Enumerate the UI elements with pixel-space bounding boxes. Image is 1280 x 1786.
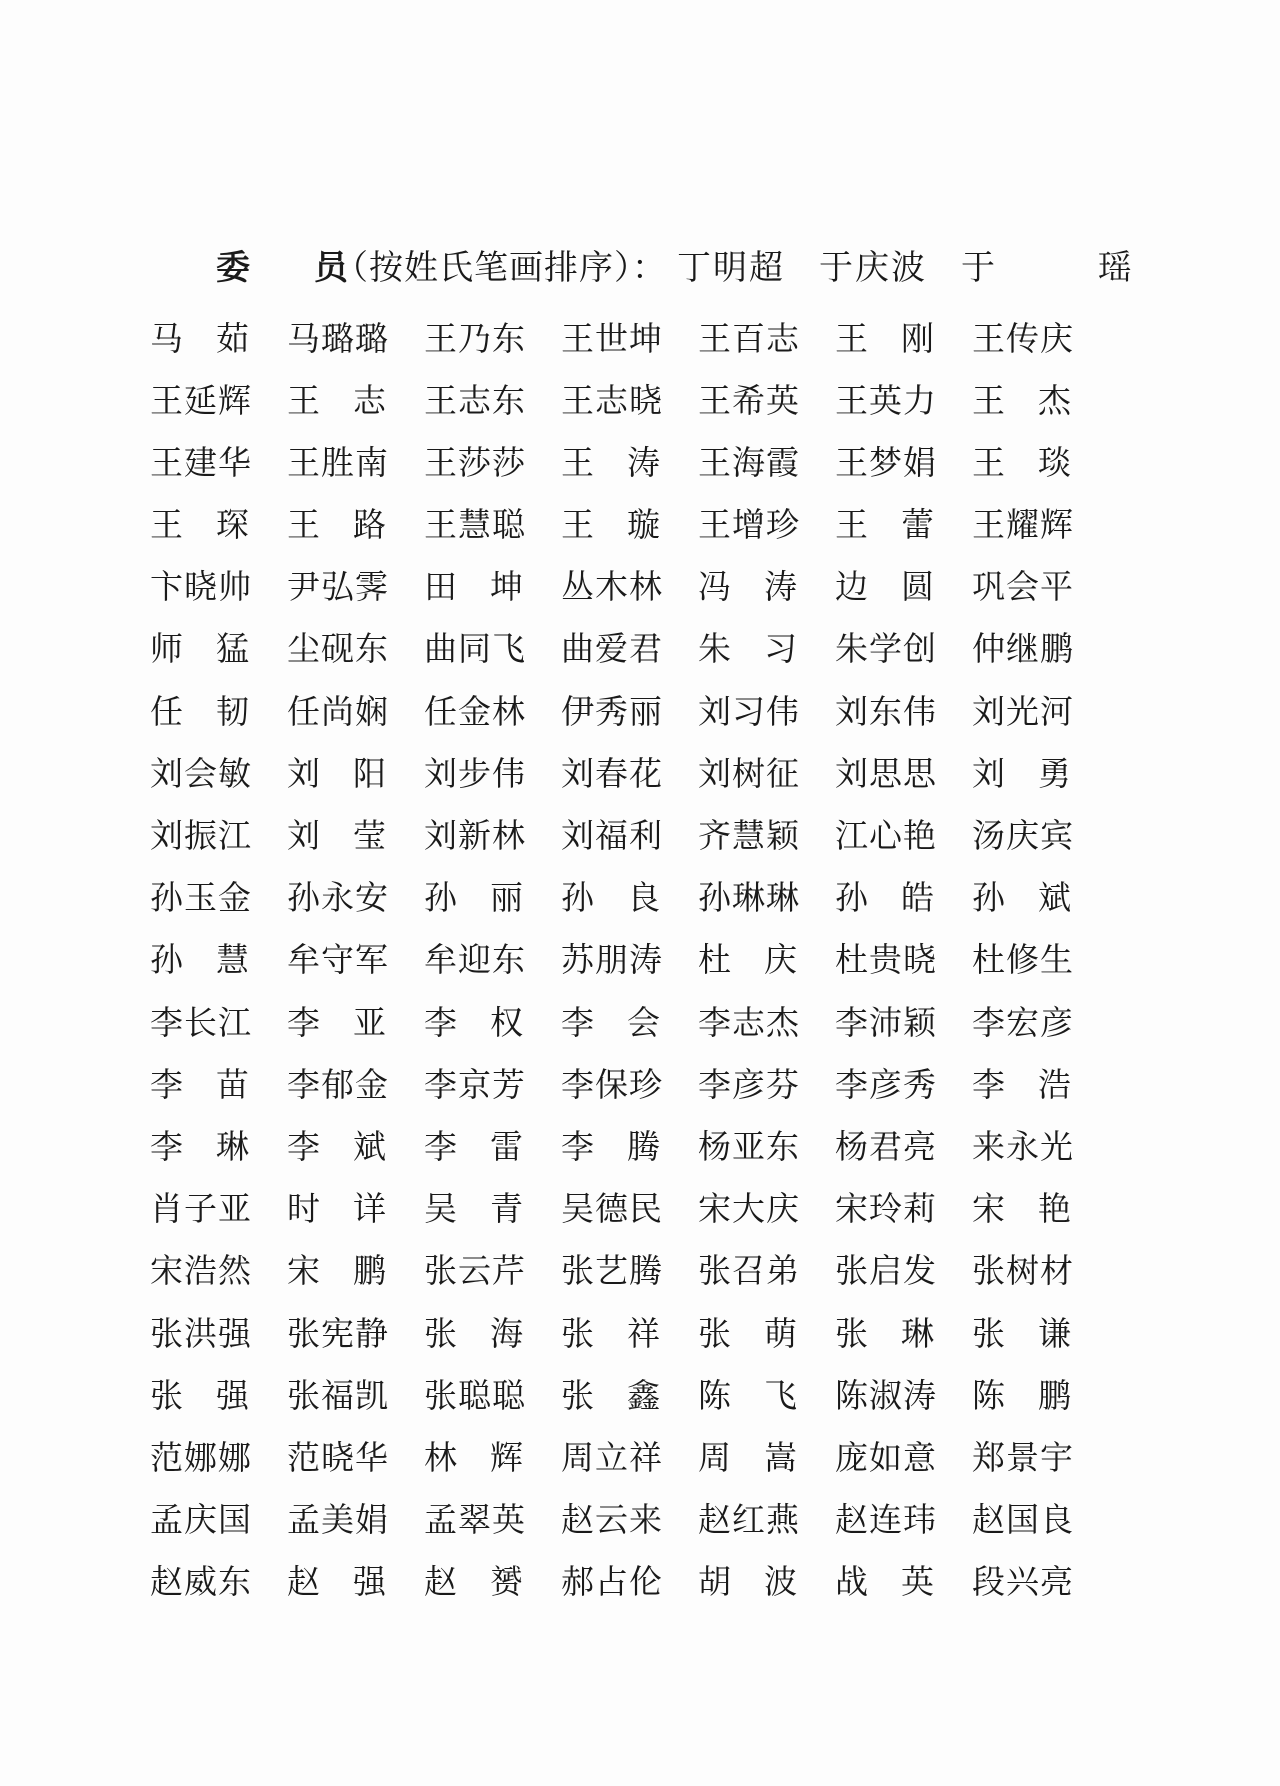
member-name: 张 海 — [424, 1313, 524, 1353]
member-name: 张 召 弟 — [698, 1251, 800, 1291]
member-name: 杜 庆 — [698, 940, 798, 980]
member-name: 师 猛 — [150, 629, 250, 669]
member-name: 李 会 — [561, 1002, 661, 1042]
member-name: 王 希 英 — [698, 380, 800, 420]
member-name: 边 圆 — [835, 567, 935, 607]
member-name: 王 杰 — [972, 380, 1072, 420]
member-name: 李 保 珍 — [561, 1064, 663, 1104]
member-name: 周 立 祥 — [561, 1437, 663, 1477]
member-name: 李 沛 颖 — [835, 1002, 937, 1042]
member-name: 王 乃 东 — [424, 318, 526, 358]
member-name: 李 权 — [424, 1002, 524, 1042]
member-name: 张 云 芹 — [424, 1251, 526, 1291]
member-name: 宋 鹏 — [287, 1251, 387, 1291]
member-name: 王 志 东 — [424, 380, 526, 420]
member-name: 尘 砚 东 — [287, 629, 389, 669]
member-name: 宋 艳 — [972, 1189, 1072, 1229]
member-name: 李 腾 — [561, 1126, 661, 1166]
member-name: 李 斌 — [287, 1126, 387, 1166]
member-name: 王 耀 辉 — [972, 505, 1074, 545]
member-name: 张 艺 腾 — [561, 1251, 663, 1291]
member-name: 刘 东 伟 — [835, 691, 937, 731]
member-name: 刘 春 花 — [561, 753, 663, 793]
member-name: 孙 玉 金 — [150, 878, 252, 918]
member-name: 刘 光 河 — [972, 691, 1074, 731]
member-name: 刘 习 伟 — [698, 691, 800, 731]
member-name: 刘 步 伟 — [424, 753, 526, 793]
member-name: 王 延 辉 — [150, 380, 252, 420]
member-name: 李 雷 — [424, 1126, 524, 1166]
member-name: 王 世 坤 — [561, 318, 663, 358]
member-name: 张 萌 — [698, 1313, 798, 1353]
member-name: 王 建 华 — [150, 442, 252, 482]
member-name: 曲 同 飞 — [424, 629, 526, 669]
member-name: 曲 爱 君 — [561, 629, 663, 669]
member-name: 伊 秀 丽 — [561, 691, 663, 731]
member-name: 郑 景 宇 — [972, 1437, 1074, 1477]
member-name: 孙 皓 — [835, 878, 935, 918]
member-name: 段 兴 亮 — [972, 1562, 1074, 1602]
member-name: 胡 波 — [698, 1562, 798, 1602]
member-name: 朱 习 — [698, 629, 798, 669]
member-name: 王 涛 — [561, 442, 661, 482]
member-name: 王 胜 南 — [287, 442, 389, 482]
member-name: 牟 迎 东 — [424, 940, 526, 980]
member-name: 田 坤 — [424, 567, 524, 607]
member-name: 来 永 光 — [972, 1126, 1074, 1166]
member-name: 王 莎 莎 — [424, 442, 526, 482]
member-name: 张 启 发 — [835, 1251, 937, 1291]
member-name: 任 韧 — [150, 691, 250, 731]
member-name: 李 浩 — [972, 1064, 1072, 1104]
member-name: 于 瑶 — [961, 248, 1178, 288]
member-name: 刘 树 征 — [698, 753, 800, 793]
member-name: 王 海 霞 — [698, 442, 800, 482]
member-name: 庞 如 意 — [835, 1437, 937, 1477]
member-name: 仲 继 鹏 — [972, 629, 1074, 669]
member-name: 尹 弘 霁 — [287, 567, 389, 607]
member-name: 王 路 — [287, 505, 387, 545]
member-name: 孙 丽 — [424, 878, 524, 918]
member-name: 王 传 庆 — [972, 318, 1074, 358]
heading-names — [677, 244, 1212, 292]
member-name: 李 苗 — [150, 1064, 250, 1104]
member-name: 巩 会 平 — [972, 567, 1074, 607]
member-name: 杜 修 生 — [972, 940, 1074, 980]
member-name: 李 志 杰 — [698, 1002, 800, 1042]
member-name: 宋 大 庆 — [698, 1189, 800, 1229]
member-name: 赵 赟 — [424, 1562, 524, 1602]
heading-note: （按姓氏笔画排序）： — [334, 248, 667, 288]
member-name: 王 璇 — [561, 505, 661, 545]
member-name: 刘 会 敏 — [150, 753, 252, 793]
member-name: 肖 子 亚 — [150, 1189, 252, 1229]
member-name: 宋 浩 然 — [150, 1251, 252, 1291]
heading-title: 委 员 — [216, 248, 374, 288]
member-name: 王 梦 娟 — [835, 442, 937, 482]
member-name: 刘 思 思 — [835, 753, 937, 793]
member-name: 冯 涛 — [698, 567, 798, 607]
member-name: 张 宪 静 — [287, 1313, 389, 1353]
member-name: 张 鑫 — [561, 1375, 661, 1415]
member-name: 王 琛 — [150, 505, 250, 545]
member-name: 宋 玲 莉 — [835, 1189, 937, 1229]
member-name: 刘 福 利 — [561, 816, 663, 855]
member-name: 朱 学 创 — [835, 629, 937, 669]
member-name-grid — [150, 305, 1150, 1605]
member-name: 苏 朋 涛 — [561, 940, 663, 980]
member-name: 孟 庆 国 — [150, 1500, 252, 1540]
member-name: 战 英 — [835, 1562, 935, 1602]
member-name: 陈 淑 涛 — [835, 1375, 937, 1415]
member-name: 张 树 材 — [972, 1251, 1074, 1291]
member-name: 李 亚 — [287, 1002, 387, 1042]
member-name: 齐 慧 颖 — [698, 816, 800, 855]
member-name: 赵 云 来 — [561, 1500, 663, 1540]
member-name: 李 彦 秀 — [835, 1064, 937, 1104]
member-name: 李 长 江 — [150, 1002, 252, 1042]
member-name: 吴 德 民 — [561, 1189, 663, 1229]
member-name: 李 宏 彦 — [972, 1002, 1074, 1042]
member-name: 王 英 力 — [835, 380, 937, 420]
member-name: 赵 国 良 — [972, 1500, 1074, 1540]
member-name: 赵 红 燕 — [698, 1500, 800, 1540]
member-name: 任 金 林 — [424, 691, 526, 731]
member-name: 杨 君 亮 — [835, 1126, 937, 1166]
member-name: 王 琰 — [972, 442, 1072, 482]
member-name: 张 祥 — [561, 1313, 661, 1353]
member-name: 孙 琳 琳 — [698, 878, 800, 918]
member-name: 孙 慧 — [150, 940, 250, 980]
member-name: 杜 贵 晓 — [835, 940, 937, 980]
member-name: 刘 振 江 — [150, 816, 252, 855]
member-name: 王 志 — [287, 380, 387, 420]
member-name: 王 慧 聪 — [424, 505, 526, 545]
member-name: 林 辉 — [424, 1437, 524, 1477]
member-name: 李 郁 金 — [287, 1064, 389, 1104]
member-name: 张 洪 强 — [150, 1313, 252, 1353]
member-name: 陈 飞 — [698, 1375, 798, 1415]
member-name: 刘 新 林 — [424, 816, 526, 855]
member-name: 牟 守 军 — [287, 940, 389, 980]
member-name: 刘 阳 — [287, 753, 387, 793]
member-name: 时 详 — [287, 1189, 387, 1229]
committee-heading — [150, 244, 1178, 292]
member-name: 孟 美 娟 — [287, 1500, 389, 1540]
member-name: 张 聪 聪 — [424, 1375, 526, 1415]
member-name: 李 琳 — [150, 1126, 250, 1166]
member-name: 李 京 芳 — [424, 1064, 526, 1104]
member-name: 王 百 志 — [698, 318, 800, 358]
member-name: 郝 占 伦 — [561, 1562, 663, 1602]
member-name: 范 晓 华 — [287, 1437, 389, 1477]
member-name: 赵 连 玮 — [835, 1500, 937, 1540]
member-name: 王 志 晓 — [561, 380, 663, 420]
member-name: 王 蕾 — [835, 505, 935, 545]
member-name: 马 璐 璐 — [287, 318, 389, 358]
member-name: 周 嵩 — [698, 1437, 798, 1477]
member-name: 陈 鹏 — [972, 1375, 1072, 1415]
member-name: 杨 亚 东 — [698, 1126, 800, 1166]
member-name: 丛 木 林 — [561, 567, 663, 607]
member-name: 赵 威 东 — [150, 1562, 252, 1602]
member-name: 丁明超 — [677, 248, 785, 288]
member-name: 赵 强 — [287, 1562, 387, 1602]
member-name: 卞 晓 帅 — [150, 567, 252, 607]
member-name: 李 彦 芬 — [698, 1064, 800, 1104]
member-name: 张 琳 — [835, 1313, 935, 1353]
member-name: 范 娜 娜 — [150, 1437, 252, 1477]
member-name: 刘 莹 — [287, 816, 387, 855]
member-name: 于庆波 — [819, 248, 927, 288]
member-name: 汤 庆 宾 — [972, 816, 1074, 855]
member-name: 吴 青 — [424, 1189, 524, 1229]
member-name: 王 增 珍 — [698, 505, 800, 545]
member-name: 马 茹 — [150, 318, 250, 358]
member-name: 张 福 凯 — [287, 1375, 389, 1415]
member-name: 孟 翠 英 — [424, 1500, 526, 1540]
member-name: 王 刚 — [835, 318, 935, 358]
member-name: 江 心 艳 — [835, 816, 937, 855]
member-name: 刘 勇 — [972, 753, 1072, 793]
member-name: 张 强 — [150, 1375, 250, 1415]
member-name: 孙 良 — [561, 878, 661, 918]
member-name: 孙 永 安 — [287, 878, 389, 918]
member-name: 张 谦 — [972, 1313, 1072, 1353]
member-name: 孙 斌 — [972, 878, 1072, 918]
member-name: 任 尚 娴 — [287, 691, 389, 731]
